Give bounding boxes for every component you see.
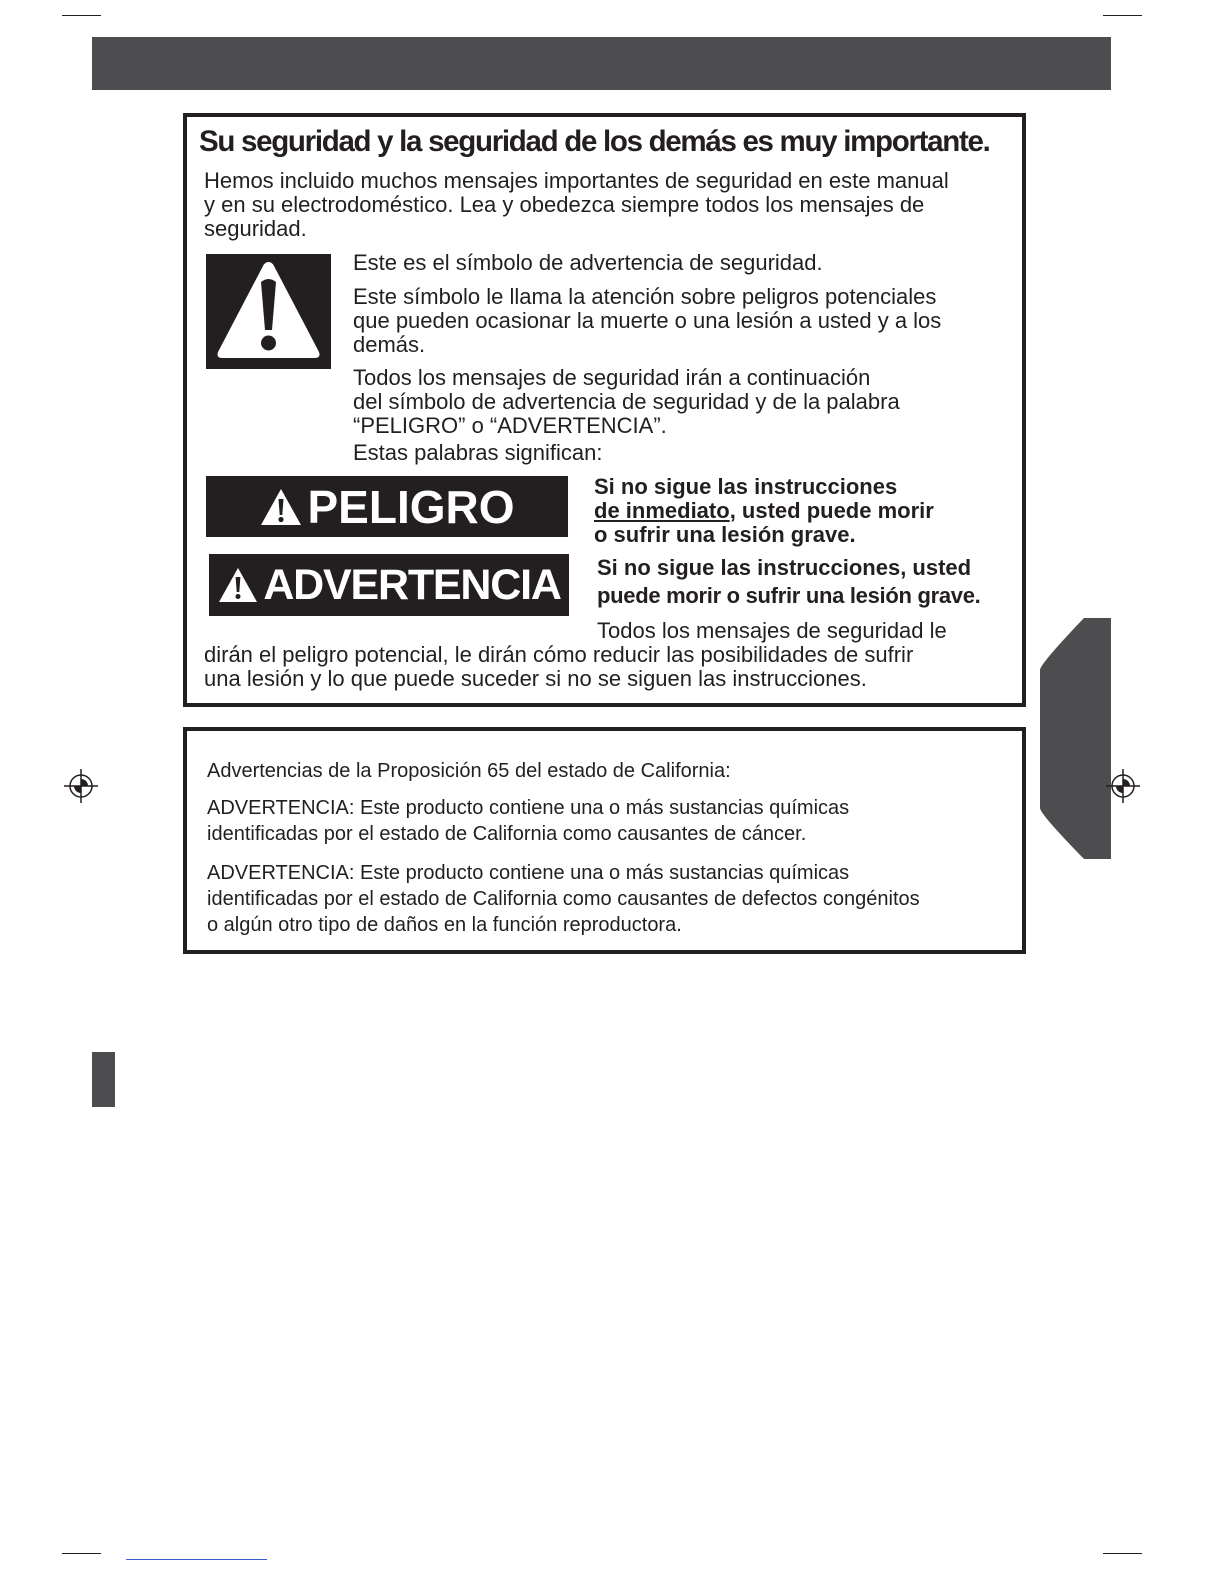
registration-mark-left [64, 769, 98, 803]
follow-line-3: “PELIGRO” o “ADVERTENCIA”. [353, 413, 667, 438]
follow-line-2: del símbolo de advertencia de seguridad y de la palabra [353, 389, 900, 414]
closing-line-2: dirán el peligro potencial, le dirán cómo reducir las posibilidades de sufrir [204, 642, 914, 667]
closing-line-1: Todos los mensajes de seguridad le [597, 618, 947, 643]
intro-line-1: Hemos incluido muchos mensajes importantes de seguridad en este manual [204, 168, 949, 193]
danger-label-text: PELIGRO [307, 480, 515, 533]
prop65-warning2-line-1: ADVERTENCIA: Este producto contiene una o más sustancias químicas [207, 862, 850, 884]
danger-signal-label [206, 476, 568, 537]
danger-desc-underlined: de inmediato [594, 498, 730, 523]
follow-line-1: Todos los mensajes de seguridad irán a continuación [353, 365, 871, 390]
symbol-desc-line-3: demás. [353, 332, 426, 357]
page-edge-marker [92, 1052, 115, 1107]
intro-line-3: seguridad. [204, 216, 307, 241]
closing-line-3: una lesión y lo que puede suceder si no se siguen las instrucciones. [204, 666, 867, 691]
warning-label-text: ADVERTENCIA [263, 560, 561, 609]
warning-desc-line-2: puede morir o sufrir una lesión grave. [597, 583, 981, 608]
prop65-warning2-line-3: o algún otro tipo de daños en la función reproductora. [207, 914, 682, 936]
danger-desc-rest: , usted puede morir [729, 498, 934, 523]
warning-desc-line-1: Si no sigue las instrucciones, usted [597, 555, 972, 580]
symbol-line: Este es el símbolo de advertencia de seguridad. [353, 250, 823, 275]
crop-mark-bottom-left [62, 1553, 101, 1554]
crop-mark-top-left [62, 15, 101, 16]
symbol-desc-line-1: Este símbolo le llama la atención sobre peligros potenciales [353, 284, 937, 309]
prop65-warning2-line-2: identificadas por el estado de California como causantes de defectos congénitos [207, 888, 920, 910]
meaning-intro: Estas palabras significan: [353, 440, 603, 465]
crop-mark-top-right [1103, 15, 1142, 16]
prop65-warning1-line-1: ADVERTENCIA: Este producto contiene una o más sustancias químicas [207, 797, 850, 819]
crop-mark-bottom-right [1103, 1553, 1142, 1554]
safety-box [183, 113, 1026, 707]
danger-desc-line-3: o sufrir una lesión grave. [594, 522, 856, 547]
warning-signal-label [209, 554, 569, 616]
symbol-desc-line-2: que pueden ocasionar la muerte o una lesión a usted y a los [353, 308, 942, 333]
intro-line-2: y en su electrodoméstico. Lea y obedezca siempre todos los mensajes de [204, 192, 925, 217]
safety-title: Su seguridad y la seguridad de los demás es muy importante. [199, 125, 990, 158]
danger-desc-line-2 [594, 499, 934, 523]
side-section-tab [1040, 618, 1111, 859]
danger-alert-icon [259, 487, 303, 527]
danger-desc-line-1: Si no sigue las instrucciones [594, 474, 898, 499]
header-bar [92, 37, 1111, 90]
registration-mark-right [1106, 769, 1140, 803]
prop65-heading: Advertencias de la Proposición 65 del estado de California: [207, 760, 731, 782]
prop65-box [183, 727, 1026, 954]
safety-alert-icon [206, 254, 331, 369]
warning-alert-icon [217, 566, 259, 604]
prop65-warning1-line-2: identificadas por el estado de California como causantes de cáncer. [207, 823, 807, 845]
footer-link-underline[interactable] [126, 1559, 267, 1560]
